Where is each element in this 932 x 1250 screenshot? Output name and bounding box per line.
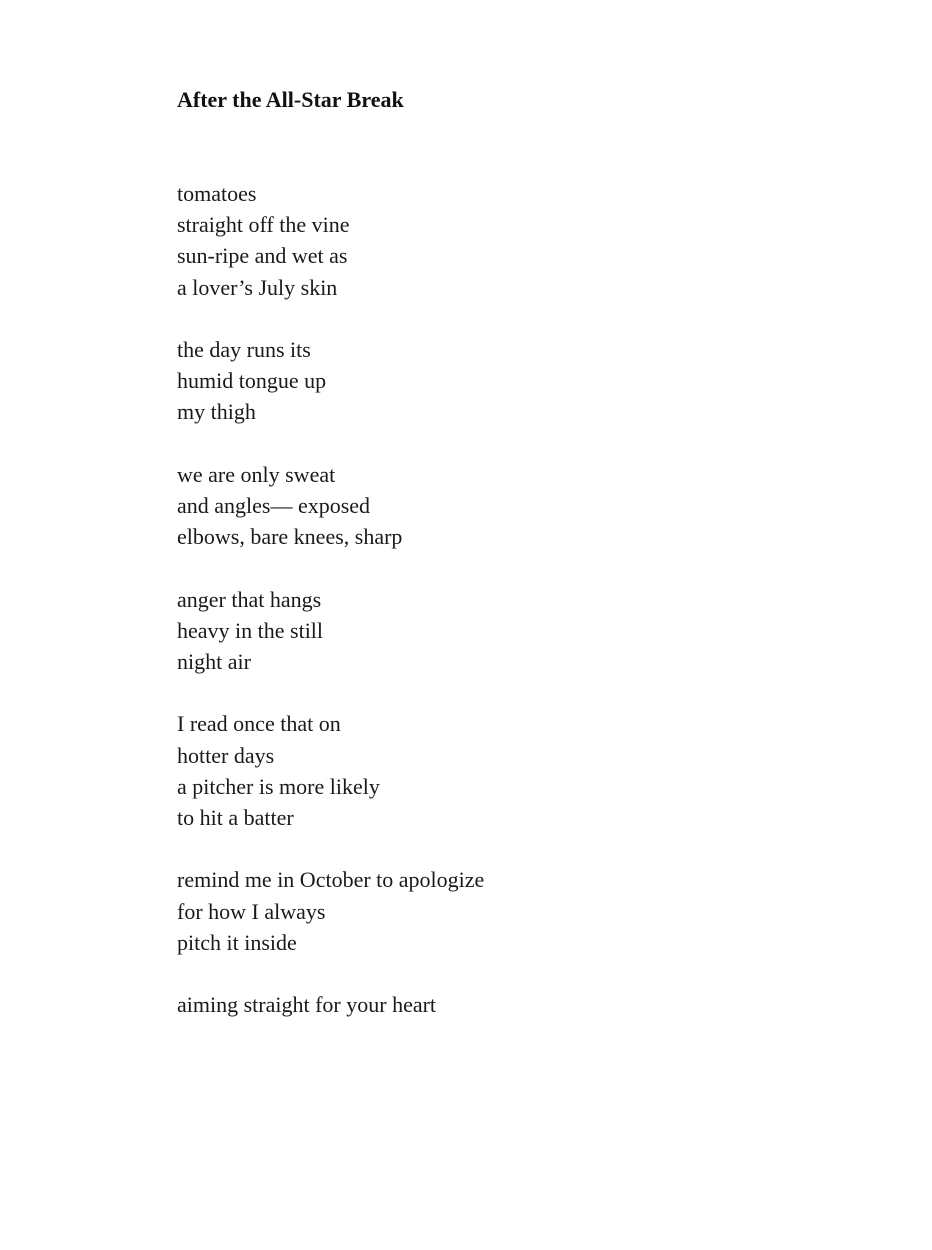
poem-line: and angles— exposed xyxy=(177,493,371,518)
poem-line: a lover’s July skin xyxy=(177,274,338,300)
stanza-1 xyxy=(177,178,777,303)
poem-line: for how I always xyxy=(177,898,326,924)
poem-line: remind me in October to apologize xyxy=(177,867,485,893)
poem-line: straight off the vine xyxy=(177,212,350,238)
poem-line: sun-ripe and wet as xyxy=(177,243,348,269)
poem-line: humid tongue up xyxy=(177,368,327,394)
poem-line: tomatoes xyxy=(177,181,257,206)
poem-line: pitch it inside xyxy=(177,929,297,955)
stanza-4 xyxy=(177,584,777,678)
poem-line: night air xyxy=(177,649,251,674)
stanza-5 xyxy=(177,708,777,833)
poem-line: heavy in the still xyxy=(177,617,324,643)
poem-line: the day runs its xyxy=(177,337,311,362)
poem-body xyxy=(177,178,777,1052)
poem-line: we are only sweat xyxy=(177,461,336,487)
stanza-6 xyxy=(177,864,777,958)
stanza-3 xyxy=(177,459,777,553)
poem-line: I read once that on xyxy=(177,711,341,737)
poem-line: anger that hangs xyxy=(177,586,322,612)
poem-line: hotter days xyxy=(177,742,275,768)
poem-line: aiming straight for your heart xyxy=(177,992,437,1018)
stanza-2 xyxy=(177,334,777,428)
poem-title: After the All-Star Break xyxy=(177,87,404,112)
poem-line: to hit a batter xyxy=(177,805,294,830)
poem-line: my thigh xyxy=(177,399,256,425)
poem-line: a pitcher is more likely xyxy=(177,773,380,799)
stanza-7 xyxy=(177,989,777,1020)
poem-line: elbows, bare knees, sharp xyxy=(177,524,403,550)
